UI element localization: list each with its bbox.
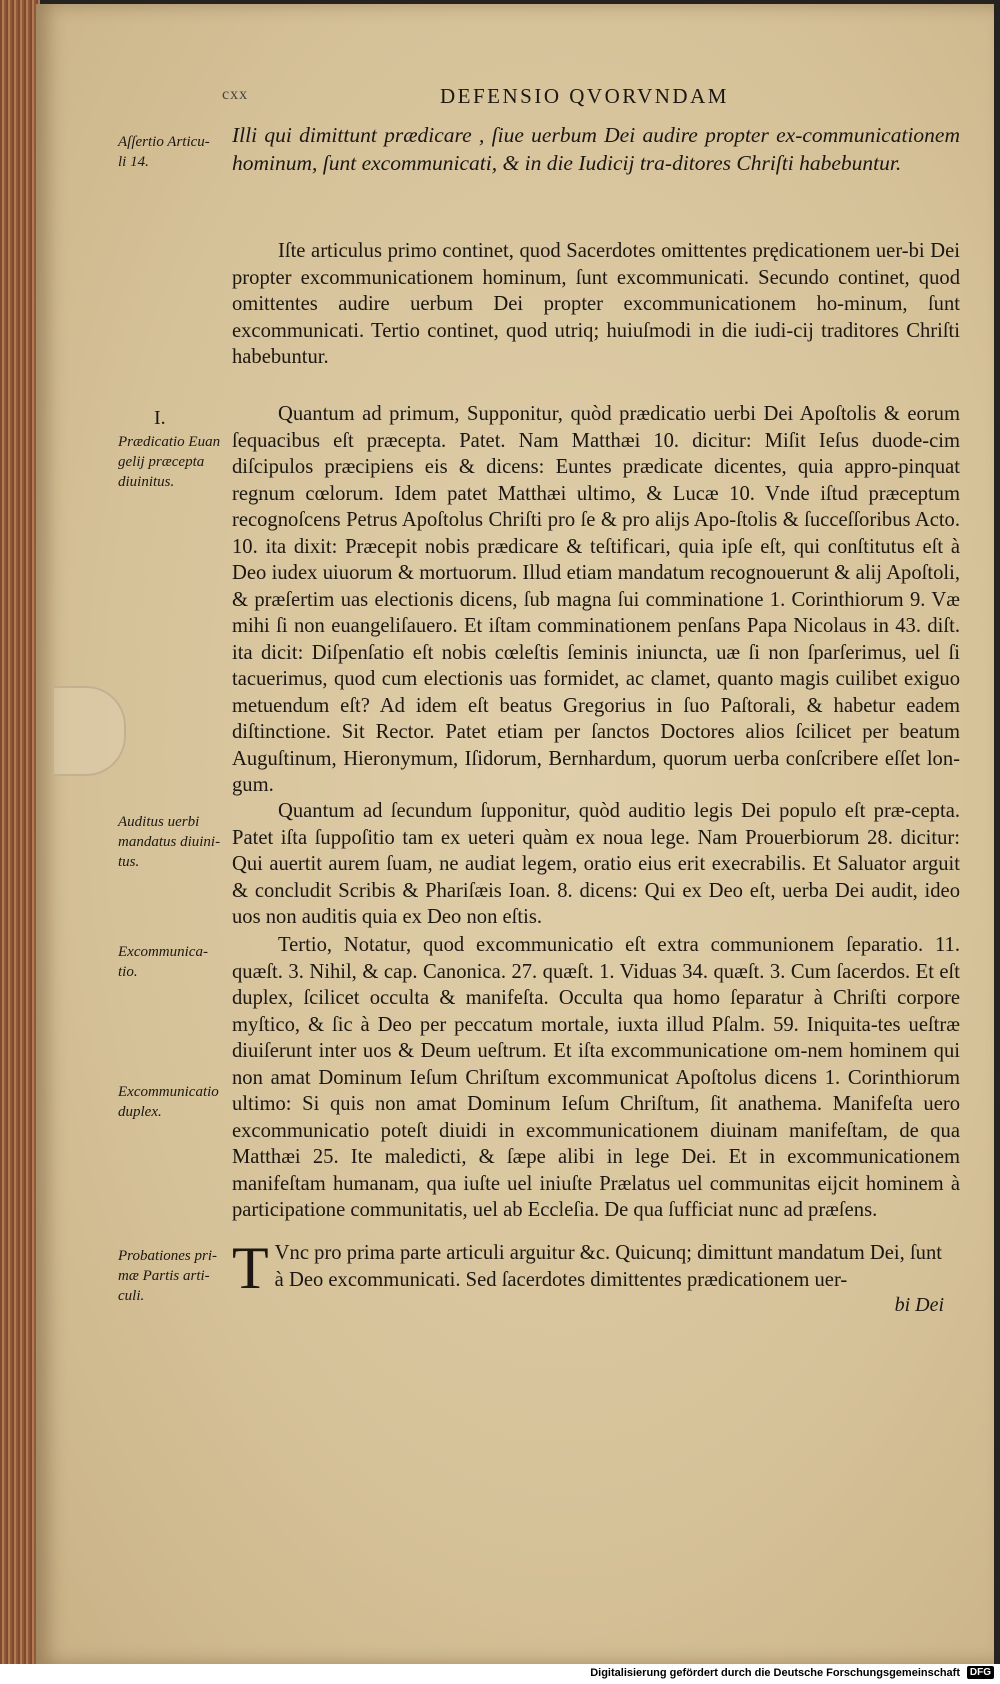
- paragraph-intro: Iſte articulus primo continet, quod Sacerdotes omittentes prędicationem uer-bi Dei propter excommunicationem hominum, ſunt excommunicati. Secundo continet, quod omittentes audire uerbum Dei propter excommunicationem ho-minum, ſunt excommunicati. Tertio continet, quod utriq; huiuſmodi in die iudi-cij traditores Chriſti habebuntur.: [232, 240, 960, 368]
- paragraph-primum: Quantum ad primum, Supponitur, quòd prædicatio uerbi Dei Apoſtolis & eorum ſequacibus eſt præcepta. Patet. Nam Matthæi 10. dicitur: Miſit Ieſus duode-cim diſcipulos præcipiens eis & dicens: Euntes prædicate dicentes, quia appro-pinquat regnum cœlorum. Idem patet Matthæi ultimo, & Lucæ 10. Vnde iſtud præceptum recognoſcens Petrus Apoſtolus Chriſti pro ſe & pro alijs Apo-ſtolis & ſucceſſoribus Acto. 10. ita dixit: Præcepit nobis prædicare & teſtificari, quia ipſe eſt, qui conſtitutus eſt à Deo iudex uiuorum & mortuorum. Illud etiam mandatum recognouerunt & alij Apoſtoli, & præſertim uas electionis dicens, ſub magna ſui comminatione 1. Corinthiorum 9. Væ mihi ſi non euangeliſauero. Et iſtam comminationem penſans Papa Nicolaus in 43. diſt. ita dicit: Diſpenſatio eſt nobis cœleſtis ſeminis iniuncta, uæ ſi non ſparſerimus, uel ſi tacuerimus, quod cum electionis uas formidet, ac clamet, quanto magis cuilibet exiguo metuendum eſt? Ad idem eſt beatus Gregorius in ſuo Paſtorali, & habetur eadem diſtinctione. Sit Rector. Patet etiam per ſanctos Doctores alios ſcilicet per beatum Auguſtinum, Hieronymum, Iſidorum, Bernhardum, quorum uerba conſcribere eſſet lon-gum.: [232, 403, 960, 796]
- paragraph-probationes: [232, 1235, 942, 1301]
- margin-note-auditus: Auditus uerbi mandatus diuini- tus.: [118, 814, 221, 870]
- running-header: DEFENSIO QVORVNDAM: [440, 84, 729, 108]
- section-number: I.: [154, 407, 166, 429]
- page-number: cxx: [222, 86, 249, 103]
- paragraph-probationes-text: Vnc pro prima parte articuli arguitur &c. Quicunq; dimittunt mandatum Dei, ſunt à Deo excommunicati. Sed ſacerdotes dimittentes prædicationem uer-: [274, 1242, 942, 1291]
- margin-note-probationes: Probationes pri- mæ Partis arti- culi.: [118, 1248, 218, 1304]
- margin-note-praedicatio: Prædicatio Euan gelij præcepta diuinitus.: [118, 434, 221, 490]
- margin-note-excommunicatio: Excommunica- tio.: [118, 944, 208, 980]
- margin-note-assertio: Aſſertio Articu- li 14.: [118, 134, 210, 170]
- margin-note-excommunicatio-duplex: Excommunicatio duplex.: [118, 1084, 219, 1120]
- article-statement: Illi qui dimittunt prædicare , ſiue uerbum Dei audire propter ex-communicationem hominum, ſunt excommunicati, & in die Iudicij tra-ditores Chriſti habebuntur.: [232, 123, 960, 175]
- book-page-edges: [0, 0, 40, 1665]
- drop-capital: T: [232, 1235, 269, 1301]
- footer-credit: Digitalisierung gefördert durch die Deutsche Forschungsgemeinschaft: [590, 1667, 960, 1679]
- dfg-logo-icon: DFG: [967, 1666, 994, 1679]
- catchword: bi Dei: [894, 1294, 944, 1316]
- page-clip-mark: [54, 686, 126, 776]
- paragraph-secundum: Quantum ad ſecundum ſupponitur, quòd auditio legis Dei populo eſt præ-cepta. Patet iſta ſuppoſitio tam ex ueteri quàm ex noua lege. Nam Prouerbiorum 28. dicitur: Qui auertit aurem ſuam, ne audiat legem, oratio eius erit execrabilis. Et Saluator arguit & concludit Scribis & Phariſæis Ioan. 8. dicens: Qui ex Deo eſt, uerba Dei audit, ideo uos non auditis quia ex Deo non eſtis.: [232, 800, 960, 928]
- digitization-footer: [0, 1664, 1000, 1684]
- paragraph-tertio: Tertio, Notatur, quod excommunicatio eſt extra communionem ſeparatio. 11. quæſt. 3. Nihil, & cap. Canonica. 27. quæſt. 1. Viduas 34. quæſt. 3. Cum ſacerdos. Et eſt duplex, ſcilicet occulta & manifeſta. Occulta qua homo ſeparatur à Chriſti corpore myſtico, & ſic à Deo per peccatum mortale, iuxta illud Pſalm. 59. Iniquita-tes ueſtræ diuiſerunt inter uos & Deum ueſtrum. Et iſta excommunicatione om-nem hominem qui non amat Dominum Ieſum Chriſtum excommunicat Apoſtolus dicens 1. Corinthiorum ultimo: Si quis non amat Dominum Ieſum Chriſtum, ſit anathema. Manifeſta uero excommunicatio poteſt diuidi in excommunicationem diuinam manifeſtam, de qua Matthæi 25. Ite maledicti, & ſæpe alibi in lege Dei. Et in excommunicationem manifeſtam humanam, qua iuſte uel iniuſte Prælatus uel communitas eijcit hominem à participatione communitatis, uel ab Eccleſia. De qua ſufficiat nunc ad præſens.: [232, 934, 960, 1221]
